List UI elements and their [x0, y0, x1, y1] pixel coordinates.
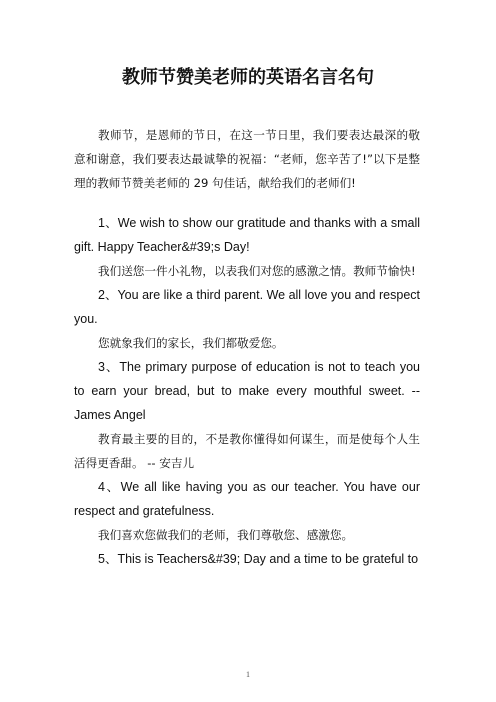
quote-3-chinese: 教育最主要的目的，不是教你懂得如何谋生，而是使每个人生活得更香甜。 -- 安吉儿 — [74, 432, 420, 470]
page-number: 1 — [246, 670, 250, 679]
quote-4-english: 4、We all like having you as our teacher. You have our respect and gratefulness. — [74, 480, 420, 518]
page-title: 教师节赞美老师的英语名言名句 — [122, 67, 374, 88]
quote-2-chinese: 您就象我们的家长，我们都敬爱您。 — [98, 336, 284, 350]
quote-5-english: 5、This is Teachers&#39; Day and a time to be grateful to — [98, 552, 419, 566]
quote-4-chinese: 我们喜欢您做我们的老师，我们尊敬您、感激您。 — [98, 528, 354, 542]
quote-1-chinese: 我们送您一件小礼物，以表我们对您的感激之情。教师节愉快! — [98, 264, 416, 278]
document-body — [74, 123, 420, 571]
intro-paragraph: 教师节，是恩师的节日，在这一节日里，我们要表达最深的敬意和谢意，我们要表达最诚挚的祝福：“老师，您辛苦了!”以下是整理的教师节赞美老师的 29 句佳话，献给我们的老师们! — [74, 128, 420, 190]
quote-1-english: 1、We wish to show our gratitude and thanks with a small gift. Happy Teacher&#39;s Day! — [74, 216, 420, 254]
quote-2-english: 2、You are like a third parent. We all love you and respect you. — [74, 288, 420, 326]
quote-3-english: 3、The primary purpose of education is not to teach you to earn your bread, but to make every mouthful sweet. -- James Angel — [74, 360, 420, 422]
